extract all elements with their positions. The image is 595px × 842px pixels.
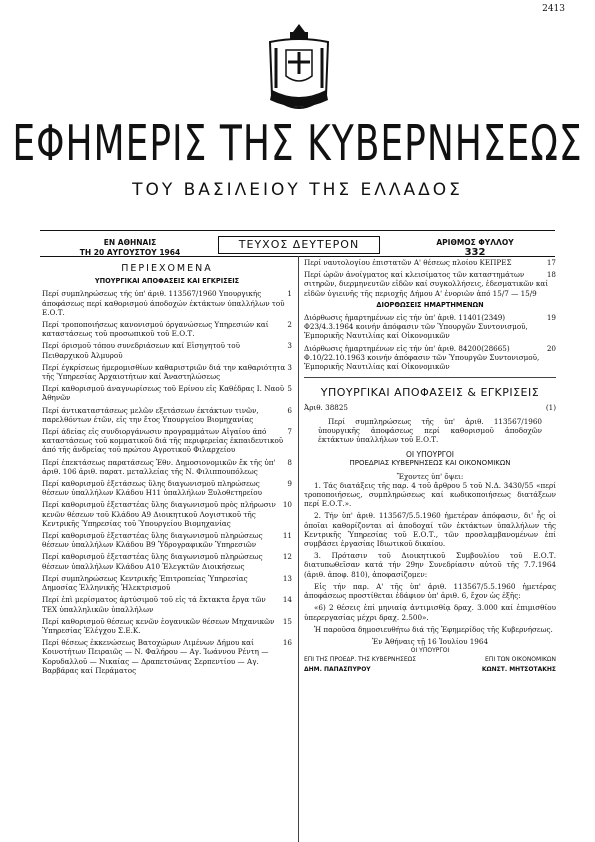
paragraph-3: 3. Πρότασιν τοῦ Διοικητικοῦ Συμβουλίου τοῦ Ε.Ο.Τ. διατυπωθεῖσαν κατά τήν 29ην Συνεδρίασιν αὐτοῦ τῆς 7.7.1964 (ἀριθ. ἀποφ. 810), ἀποφασίζομεν:	[304, 551, 556, 579]
entry-text: Περί καθορισμοῦ ἐξεταστέας ὕλης διαγωνισμοῦ πρὸς πλήρωσιν κενῶν θέσεων τοῦ Κλάδου Α9 Διοικητικοῦ Λογιστικοῦ τῆς Κεντρικῆς Ὑπηρεσίας τοῦ Ὑπουργείου Βιομηχανίας	[42, 500, 276, 528]
entry-text: Περί καθορισμοῦ θέσεως κενῶν ἐογανικῶν θέσεων Μηχανικῶν Ὑπηρεσίας Ἐλέγχου Σ.Ε.Κ.	[42, 616, 275, 635]
entry-text: Περί καθορισμοῦ ἐξεταστέας ὕλης διαγωνισμοῦ πληρώσεως θέσεων ὑπαλλήλων Κλάδου Β9 Ὑδρογραφικῶν Ὑπηρεσιῶν	[42, 531, 263, 550]
entry-page-number: 15	[282, 616, 292, 626]
contents-column	[42, 262, 292, 678]
decision-number: Ἀριθ. 38825	[304, 403, 348, 413]
date: ΤΗ 20 ΑΥΓΟΥΣΤΟΥ 1964	[79, 248, 181, 257]
contents-entry	[42, 552, 292, 570]
entry-page-number: 3	[287, 362, 292, 372]
entry-page-number: 13	[282, 573, 292, 583]
contents-entry	[42, 638, 292, 675]
sheet-number-block	[405, 238, 545, 258]
entry-text: Περί τροποποιήσεως κανονισμού όργανώσεως Υπηρεσιών καί καταστάσεως τοῦ προσωπικοῦ τοῦ Ε.Ο.Τ.	[42, 320, 269, 339]
authority-line-2: ΠΡΟΕΔΡΙΑΣ ΚΥΒΕΡΝΗΣΕΩΣ ΚΑΙ ΟΙΚΟΝΟΜΙΚΩΝ	[349, 459, 511, 468]
decision-number-row	[304, 403, 556, 412]
contents-entry	[42, 458, 292, 476]
entry-text: Περί ἐπεκτάσεως παρατάσεως Ἐθν. Δημοσιονομικῶν ἔκ τῆς ὑπ' ἀριθ. 106 ἀριθ. παρατ. μεταλλείας τῆς Ν. Φιλιππουπόλεως	[42, 457, 276, 476]
entry-text: Περί συμπληρώσεως Κεντρικῆς Ἐπιτροπείας Ὑπηρεσίας Δημοσίας Ἑλληνικῆς Ἠλεκτρισμοῦ	[42, 573, 248, 593]
contents-heading: ΠΕΡΙΕΧΟΜΕΝΑ	[121, 263, 213, 274]
contents-entry	[42, 406, 292, 424]
contents-entry	[42, 320, 292, 338]
corrections-list	[304, 313, 556, 371]
contents-entry	[42, 531, 292, 549]
entry-page-number: 1	[287, 289, 292, 299]
contents-subheading: ΥΠΟΥΡΓΙΚΑΙ ΑΠΟΦΑΣΕΙΣ ΚΑΙ ΕΓΚΡΙΣΕΙΣ	[94, 277, 240, 286]
section-rule	[304, 377, 556, 378]
issue-box: ΤΕΥΧΟΣ ΔΕΥΤΕΡΟΝ	[218, 236, 380, 254]
contents-entry	[42, 500, 292, 528]
entry-text: Περί καθορισμοῦ άναγνωρίσεως τοῦ Ερίνου εἰς Καθέδρας Ι. Ναοῦ Ἀθηνῶν	[42, 384, 285, 403]
entry-text: Περί ναυτολογίου ἐπιστατῶν Α' θέσεως πλοίου ΚΕΠΡΕΣ	[304, 258, 512, 267]
contents-entry	[42, 341, 292, 359]
contents-entry	[42, 617, 292, 635]
entry-text: Περί όρισμοῦ τόπου συνεδριάσεων καί Εἰσηγητοῦ τοῦ Πειθαρχικοῦ Ἀλμυροῦ	[42, 341, 240, 360]
entry-text: Περί άδείας εἰς συνδιοργάνωσιν προγραμμάτων Αἰγαίου άπό καταστάσεως τοῦ κομματικοῦ διά τῆς περιφερείας ἐκπαιδευτικοῦ ἀπό τῆς ἀνδρείας τοῦ πρώτου Αγροτικοῦ Φιλαρχείου	[42, 427, 284, 455]
entry-text: Περί καθορισμοῦ ἐξετάσεως ὕλης διαγωνισμοῦ πληρώσεως θέσεων ὑπαλλήλων Κλάδου Η11 ὑπαλλήλων Ξυλοθετηρείου	[42, 479, 262, 498]
decision-ordinal: (1)	[545, 403, 556, 413]
entry-text: Διόρθωσις ἡμαρτημένων εἰς τήν ὑπ' ἀριθ. 84200(28665) Φ.10/22.10.1963 κοινήν ἀπόφασιν τῶν Ὑπουργῶν Συντονισμοῦ, Ἐμπορικῆς Ναυτιλίας καί Οἰκονομικῶν	[304, 343, 540, 372]
entry-page-number: 11	[282, 531, 292, 541]
column-divider	[298, 256, 299, 842]
entry-page-number: 8	[287, 457, 292, 467]
entry-page-number: 12	[282, 552, 292, 562]
paragraph-6: Ἡ παροῦσα δημοσιευθήτω διά τῆς Ἐφημερίδος τῆς Κυβερνήσεως.	[314, 624, 553, 634]
place: ΕΝ ΑΘΗΝΑΙΣ	[103, 238, 157, 247]
decision-heading: ΥΠΟΥΡΓΙΚΑΙ ΑΠΟΦΑΣΕΙΣ & ΕΓΚΡΙΣΕΙΣ	[320, 386, 540, 400]
signature-1-name: ΔΗΜ. ΠΑΠΑΣΠΥΡΟΥ	[304, 665, 371, 673]
contents-entry	[42, 363, 292, 381]
contents-entry	[42, 427, 292, 455]
corrections-heading: ΔΙΟΡΘΩΣΕΙΣ ΗΜΑΡΤΗΜΕΝΩΝ	[376, 300, 484, 309]
signature-2-name: ΚΩΝΣΤ. ΜΗΤΣΟΤΑΚΗΣ	[481, 665, 556, 673]
entry-page-number: 19	[546, 313, 556, 323]
entry-text: Περί συμπληρώσεως τής ύπ' άριθ. 113567/1960 Υπουργικής άποφάσεως περί καθορισμού άποδοχών έκτάκτων ύπαλλήλων τοῦ Ε.Ο.Τ.	[42, 289, 285, 317]
right-column	[304, 258, 556, 674]
contents-list	[42, 289, 292, 675]
entry-text: Περί ἐπὶ μερίσματος ἀρτύσιμοῦ τοῦ εἰς τά ἔκτακτα ἔργα τῶν ΤΕΧ ὑπαλληλικῶν ὑπαλλήλων	[42, 595, 266, 614]
entry-text: Περί έγκρίσεως ήμερομισθίων καθαριστριῶν διά την καθαριότητα τῆς Ὑπηρεσίας Ἀρχαιοτήτων καί Ἀναστηλώσεως	[42, 362, 286, 382]
entry-text: Περί άντικαταστάσεως μελῶν εξετάσεων έκτάκτων τινῶν, παρελθόντων έτῶν, εἰς την ἔτος Υπουργείου Βιομηχανίας	[42, 405, 259, 424]
contents-entry	[42, 574, 292, 592]
entry-page-number: 18	[546, 270, 556, 280]
place-date	[70, 238, 190, 258]
contents-entry	[42, 384, 292, 402]
entry-page-number: 17	[546, 258, 556, 267]
entry-page-number: 3	[287, 341, 292, 351]
contents-entry	[304, 344, 556, 372]
dateline: Ἐν Ἀθήναις τῇ 16 Ἰουλίου 1964	[371, 636, 489, 646]
entry-page-number: 5	[287, 384, 292, 394]
masthead-title: ΕΦΗΜΕΡΙΣ ΤΗΣ ΚΥΒΕΡΝΗΣΕΩΣ	[12, 116, 583, 173]
entry-text: Διόρθωσις ἡμαρτημένων εἰς τήν ὑπ' ἀριθ. 11401(2349) Φ23/4.3.1964 κοινήν ἀπόφασιν τῶν Ὑπουργῶν Συντονισμοῦ, Ἐμπορικῆς Ναυτιλίας καί Οἰκονομικῶν	[304, 313, 528, 341]
entry-page-number: 10	[282, 500, 292, 510]
entry-text: Περί καθορισμοῦ ἐξεταστέας ὕλης διαγωνισμοῦ πληρώσεως θέσεων ὑπαλλήλων Κλάδου Α10 Ἐλεγκτῶν Διοικήσεως	[42, 552, 263, 571]
having-regard: Ἔχοντες ὑπ' ὄψει:	[396, 471, 464, 481]
contents-entry	[304, 313, 556, 341]
paragraph-5: «6) 2 θέσεις ἐπί μηνιαίᾳ ἀντιμισθίᾳ δραχ. 3.000 καί ἐπιμισθίου ὑπερεργασίας μέχρι δραχ. 2.500».	[304, 603, 556, 622]
entry-page-number: 7	[287, 427, 292, 437]
entry-page-number: 9	[287, 479, 292, 489]
contents-entry	[42, 479, 292, 497]
sheet-number: 332	[464, 247, 486, 258]
entry-page-number: 6	[287, 405, 292, 415]
contents-entry	[42, 595, 292, 613]
contents-entry	[304, 258, 556, 267]
signature-2-title: ΕΠΙ ΤΩΝ ΟΙΚΟΝΟΜΙΚΩΝ	[485, 656, 556, 664]
contents-entry	[42, 289, 292, 317]
signature-1-title: ΕΠΙ ΤΗΣ ΠΡΟΕΔΡ. ΤΗΣ ΚΥΒΕΡΝΗΣΕΩΣ	[304, 656, 416, 664]
masthead-rule	[40, 230, 555, 231]
sheet-label: ΑΡΙΘΜΟΣ ΦΥΛΛΟΥ	[436, 238, 514, 247]
contents-list-continued	[304, 258, 556, 298]
entry-page-number: 14	[282, 595, 292, 605]
paragraph-2: 2. Τήν ὑπ' ἀριθ. 113567/5.5.1960 ἡμετέραν ἀπόφασιν, δι' ἧς οἱ ὁποῖαι καθορίζονται αἱ ἀποδοχαί τῶν ἐκτάκτων ὑπαλλήλων τῆς Κεντρικῆς Ὑπηρεσίας τοῦ Ε.Ο.Τ., τῶν προσλαμβανομένων ἐπί συμβάσει ἐργασίας Ιδιωτικοῦ δικαίου.	[304, 511, 556, 549]
ministers-label: ΟΙ ΥΠΟΥΡΓΟΙ	[410, 647, 450, 655]
signature-titles	[304, 655, 556, 664]
entry-page-number: 16	[282, 638, 292, 648]
paragraph-1: 1. Τάς διατάξεις τῆς παρ. 4 τοῦ ἄρθρου 5 τοῦ Ν.Δ. 3430/55 «περί τροποποιήσεως, συμπληρώσεως καί κωδικοποιήσεως διατάξεων περί Ε.Ο.Τ.».	[304, 480, 556, 509]
contents-entry	[304, 270, 556, 298]
entry-page-number: 2	[287, 320, 292, 330]
royal-coat-of-arms-icon	[264, 20, 334, 114]
entry-text: Περί ὡρῶν ἀνοίγματος καί κλεισίματος τῶν καταστημάτων σιτηρῶν, διερμηνευτῶν εἰδῶν καί συγκολλήσεις, ἐδεσματικῶν καί εἰδῶν ὑγιεινῆς τῆς περιοχῆς Δήμου Α' ἐνοριῶν ἀπό 15/7 — 15/9	[304, 270, 549, 298]
entry-page-number: 20	[546, 343, 556, 353]
signature-names	[304, 665, 556, 674]
authority-line-1: ΟΙ ΥΠΟΥΡΓΟΙ	[405, 450, 455, 460]
paragraph-4: Εἰς τήν παρ. Α' τῆς ὑπ' ἀριθ. 113567/5.5.1960 ἡμετέρας ἀποφάσεως προστίθεται ἐδάφιον ὑπ' ἀριθ. 6, ἔχον ὡς ἑξῆς:	[304, 581, 556, 601]
masthead-subtitle: ΤΟΥ ΒΑΣΙΛΕΙΟΥ ΤΗΣ ΕΛΛΑΔΟΣ	[132, 180, 463, 200]
decision-summary: Περί συμπληρώσεως τῆς ὑπ' ἀριθ. 113567/1960 ὑπουργικῆς ἀποφάσεως περί καθορισμοῦ ἀποδοχῶν ἐκτάκτων ὑπαλλήλων τοῦ Ε.Ο.Τ.	[318, 416, 542, 445]
page-number: 2413	[542, 4, 565, 14]
entry-text: Περί θέσεως ἐκκενώσεως Βατοχώρων Λιμένων Δήμου καί Κοινοτήτων Πειραιῶς — Ν. Φαλήρου — Αγ. Ἰωάννου Ρέντη — Κορυδαλλοῦ — Νικαίας — Δραπετσώνας Σερπεντίου — Αγ. Βαρβάρας καί Περάματος	[42, 638, 269, 675]
